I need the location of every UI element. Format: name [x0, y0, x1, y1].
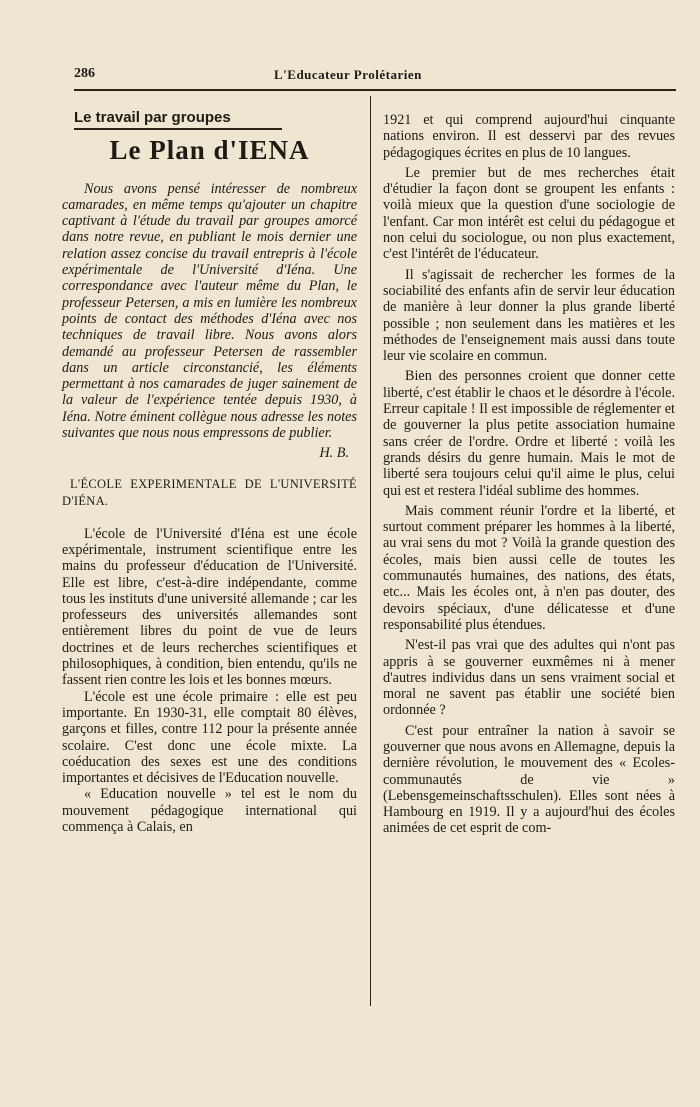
header-rule — [74, 89, 676, 91]
body-paragraph: Il s'agissait de rechercher les formes de la sociabilité des enfants afin de servir leur éducation de manière à leur donner la plus grande liberté possible ; non seulement dans les matières et les méthodes de l'enseignement mais aussi dans toute leur vie scolaire en commun. — [383, 266, 675, 365]
body-paragraph: L'école est une école primaire : elle est peu importante. En 1930-31, elle comptait 80 élèves, garçons et filles, contre 112 pour la présente année scolaire. C'est donc une école mixte. La coéducation des sexes est une des conditions importantes et décisives de l'Education nouvelle. — [62, 688, 357, 787]
body-paragraph: Mais comment réunir l'ordre et la liberté, et surtout comment préparer les hommes à la liberté, au vrai sens du mot ? Voilà la grande question des écoles, mais bien aussi celle de toutes les communautés humaines, des nations, des états, etc... Mais les écoles ont, à n'en pas douter, des devoirs spéciaux, d'une délicatesse et d'une responsabilité plus étendues. — [383, 502, 675, 633]
body-paragraph: L'école de l'Université d'Iéna est une école expérimentale, instrument scientifique entre les mains du professeur d'éducation de l'Université. Elle est libre, c'est-à-dire indépendante, comme tous les instituts d'une université allemande ; car les professeurs des universités allemandes sont entièrement libres du point de vue de leurs doctrines et de leurs recherches scientifiques et philosophiques, à condition, bien entendu, qu'ils ne fassent rien contre les lois et les bonnes mœurs. — [62, 525, 357, 689]
right-column — [383, 112, 675, 841]
body-paragraph: C'est pour entraîner la nation à savoir se gouverner que nous avons en Allemagne, depuis la dernière révolution, le mouvement des « Ecoles-communautés de vie » (Lebensgemeinschaftsschulen). Elles sont nées à Hambourg en 1919. Il y a aujourd'hui des écoles animées de cet esprit de com- — [383, 722, 675, 837]
page-number: 286 — [74, 66, 95, 81]
running-title: L'Educateur Prolétarien — [274, 67, 422, 82]
body-paragraph: « Education nouvelle » tel est le nom du mouvement pédagogique international qui commença à Calais, en — [62, 786, 357, 835]
column-divider — [370, 96, 371, 1006]
page-header — [74, 64, 674, 86]
signature: H. B. — [319, 445, 349, 462]
section-heading: Le travail par groupes — [74, 109, 231, 126]
body-paragraph: 1921 et qui comprend aujourd'hui cinquante nations environ. Il est desservi par des revues pédagogiques écrites en plus de 10 langues. — [383, 112, 675, 161]
left-column — [62, 110, 357, 835]
article-title: Le Plan d'IENA — [109, 135, 310, 166]
body-paragraph: Bien des personnes croient que donner cette liberté, c'est établir le chaos et le désordre à l'école. Erreur capitale ! Il est impossible de réglementer et de gouverner la plus petite association humaine sans créer de l'ordre. Ordre et liberté : voilà les grands désirs du genre humain. Mais le mot de liberté sera toujours celui qu'il aime le plus, celui qui est et restera l'idéal sublime des hommes. — [383, 368, 675, 499]
body-paragraph: N'est-il pas vrai que des adultes qui n'ont pas appris à se gouverner euxmêmes ni à mener d'autres individus dans un sens vraiment social et moral ne savent pas établir une société bien ordonnée ? — [383, 637, 675, 719]
body-paragraph: Le premier but de mes recherches était d'étudier la façon dont se groupent les enfants : voilà mieux que la question d'une sociologie de l'enfant. Car mon intérêt est celui du pédagogue et non celui du sociologue, ou non plus exactement, c'est l'intérêt de l'éducateur. — [383, 164, 675, 263]
section-heading-rule — [74, 128, 282, 130]
intro-paragraph: Nous avons pensé intéresser de nombreux camarades, en même temps qu'ajouter un chapitre captivant à l'étude du travail par groupes amorcé dans notre revue, en publiant le mois dernier une relation assez concise du travail entrepris à l'école expérimentale de l'Université d'Iéna. Une correspondance avec l'auteur même du Plan, le professeur Petersen, a mis en lumière les nombreux points de contact des méthodes d'Iéna avec nos techniques de travail libre. Nous avons alors demandé au professeur Petersen de rassembler dans un article circonstancié, les éléments permettant à nos camarades de juger sainement de la valeur de l'expérience tentée depuis 1930, à Iéna. Notre éminent collègue nous adresse les notes suivantes que nous nous empressons de publier. — [62, 180, 357, 442]
subsection-heading: L'ÉCOLE EXPERIMENTALE DE L'UNIVERSITÉ D'IÉNA. — [62, 476, 357, 508]
